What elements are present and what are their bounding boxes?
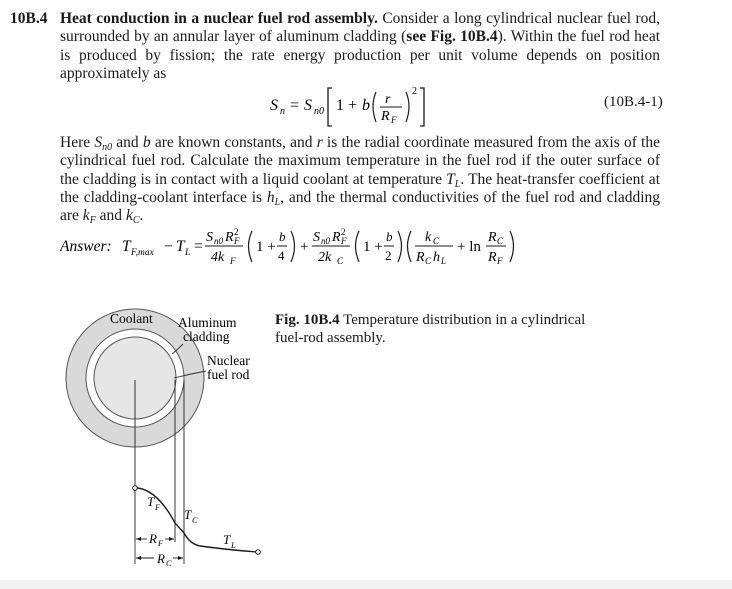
ans-t1-den-sub: F xyxy=(230,256,236,266)
eq-rhs-sub: n0 xyxy=(314,106,324,117)
p2-t5: . The heat-transfer coefficient at the cladding-coolant interface is xyxy=(60,170,660,206)
eq-lhs-var: S xyxy=(270,97,278,114)
ans-t2-den: 2k xyxy=(318,250,332,265)
label-rc: R xyxy=(157,551,165,566)
p1-text-a: Consider a long cylindrical nuclear fuel rod, surrounded by an annular layer of aluminum cladding ( xyxy=(60,10,660,46)
p2-kc: k xyxy=(125,207,133,225)
ans-t3-RF-sub: F xyxy=(497,256,503,266)
ans-t3-k-sub: C xyxy=(433,236,440,246)
ans-t3-h: h xyxy=(433,250,440,265)
ans-t1-rparen xyxy=(291,231,295,262)
ans-t1-S-sub: n0 xyxy=(214,236,223,246)
problem-paragraph-2 xyxy=(60,134,660,225)
ans-t2-R: R xyxy=(332,230,341,245)
eq-left-bracket xyxy=(328,88,332,126)
ans-t3-RF: R xyxy=(488,250,497,265)
profile-start-dot xyxy=(133,486,138,491)
ans-TL-sub: L xyxy=(185,248,191,258)
ans-equals: = xyxy=(194,238,203,255)
ans-t3-R-sub: C xyxy=(425,256,432,266)
p2-sn0-sub: n0 xyxy=(102,142,113,153)
ans-plus: + xyxy=(300,239,309,255)
p2-hl: h xyxy=(266,188,275,206)
label-tl-sub: L xyxy=(231,540,236,550)
label-tl: T xyxy=(223,532,231,547)
eq-lhs-sub: n xyxy=(280,106,285,117)
p2-hl-sub: L xyxy=(274,196,281,208)
ans-T: T xyxy=(122,238,131,255)
p2-b: b xyxy=(142,134,151,151)
p2-r: r xyxy=(316,134,323,151)
ans-t1-R: R xyxy=(225,230,234,245)
rf-arrow-right xyxy=(169,537,174,541)
ans-t1-S: S xyxy=(206,230,213,245)
figure-caption-text: Temperature distribution in a cylindrical fuel-rod assembly. xyxy=(275,312,586,346)
fuel-rod-diagram xyxy=(60,308,270,576)
eq-exponent: 2 xyxy=(412,86,417,97)
p2-sn0: S xyxy=(94,134,103,151)
rc-arrow-left xyxy=(136,556,141,560)
label-tc: T xyxy=(184,507,192,522)
p2-tl: T xyxy=(446,170,455,188)
eq-rhs-var: S xyxy=(304,97,312,114)
ans-t3-lparen xyxy=(408,231,412,262)
label-rf: R xyxy=(149,531,157,546)
rc-arrow-right xyxy=(178,556,183,560)
ans-t1-four: 4 xyxy=(278,248,285,263)
ans-t1-b: b xyxy=(279,229,286,244)
ans-t2-oneplus: 1 + xyxy=(363,239,383,255)
ans-t1-R-sub: F xyxy=(234,236,240,246)
problem-number: 10B.4 xyxy=(10,10,48,27)
eq-right-bracket xyxy=(420,88,424,126)
label-tf: T xyxy=(147,494,155,509)
p2-kf: k xyxy=(82,207,90,225)
label-rc-sub: C xyxy=(166,558,172,568)
p2-t4: is the radial coordinate measured from the axis of the cylindrical fuel rod. Calculate the maximum temperature in the fuel rod if the outer surface of the cladding is in contact with a liquid coolant at temperature xyxy=(60,134,660,188)
p1-figure-ref: Fig. 10B.4 xyxy=(430,28,498,46)
label-aluminum: Aluminum xyxy=(178,315,237,330)
ans-t3-rparen xyxy=(510,231,514,262)
ans-t2-rparen xyxy=(398,231,402,262)
label-tc-sub: C xyxy=(192,515,198,525)
eq-left-paren xyxy=(373,92,376,122)
ans-t1-oneplus: 1 + xyxy=(256,239,276,255)
ans-t2-two: 2 xyxy=(385,248,392,263)
problem-title: Heat conduction in a nuclear fuel rod assembly. xyxy=(60,10,378,27)
p2-t2: and xyxy=(112,134,143,151)
p2-t6: , and the thermal conductivities of the fuel rod and cladding are xyxy=(60,188,661,225)
ans-t3-h-sub: L xyxy=(441,256,447,266)
ans-t3-R: R xyxy=(416,250,425,265)
p2-t3: are known constants, and xyxy=(150,134,317,151)
ans-t1-sq: 2 xyxy=(234,227,239,237)
ans-t2-den-sub: C xyxy=(337,256,344,266)
eq-R-sub: F xyxy=(391,115,397,125)
label-rf-sub: F xyxy=(158,538,164,548)
eq-R: R xyxy=(381,109,390,124)
ans-t1-lparen xyxy=(249,231,253,262)
ans-t2-R-sub: F xyxy=(341,236,347,246)
ans-t2-S: S xyxy=(313,230,320,245)
ans-T-sub: F,max xyxy=(131,248,154,258)
eq-one-plus: 1 + xyxy=(336,97,358,114)
equation-number: (10B.4-1) xyxy=(604,94,663,110)
label-coolant: Coolant xyxy=(110,311,153,326)
p1-text-b: ). Within the fuel rod heat is produced by fission; the rate energy production per unit volume depends on position approximately as xyxy=(60,28,661,82)
ans-minus: − xyxy=(164,238,173,255)
label-cladding: cladding xyxy=(183,329,230,344)
p2-kc-sub: C xyxy=(132,215,140,227)
answer-equation xyxy=(60,225,530,269)
ans-t3-RC-sub: C xyxy=(497,236,504,246)
eq-right-paren xyxy=(406,92,409,122)
label-fuel-rod: fuel rod xyxy=(207,367,250,382)
ans-t2-sq: 2 xyxy=(341,227,346,237)
ans-t3-RC: R xyxy=(488,230,497,245)
problem-paragraph-1 xyxy=(60,10,660,83)
ans-t2-b: b xyxy=(386,229,393,244)
p1-see: see xyxy=(406,28,427,46)
ans-t3-k: k xyxy=(425,230,432,245)
answer-label: Answer: xyxy=(60,238,112,255)
ans-t3-ln: + ln xyxy=(457,239,481,255)
p2-t1: Here xyxy=(60,134,95,151)
figure-caption-label: Fig. 10B.4 xyxy=(275,312,340,328)
equation-10b4-1 xyxy=(270,84,470,132)
label-tf-sub: F xyxy=(155,502,161,512)
label-nuclear: Nuclear xyxy=(207,353,250,368)
ans-TL: T xyxy=(176,238,185,255)
p2-kf-sub: F xyxy=(89,215,96,227)
p2-t8: . xyxy=(139,207,144,225)
ans-t2-S-sub: n0 xyxy=(321,236,330,246)
p2-t7: and xyxy=(95,207,126,225)
eq-equals: = xyxy=(290,97,300,114)
p2-tl-sub: L xyxy=(454,178,461,190)
ans-t2-lparen xyxy=(356,231,360,262)
profile-end-dot xyxy=(256,550,261,555)
eq-b: b xyxy=(362,97,370,114)
figure-caption xyxy=(275,311,615,347)
ans-t1-den: 4k xyxy=(211,250,225,265)
rf-arrow-left xyxy=(136,537,141,541)
eq-r: r xyxy=(385,92,391,107)
bottom-strip xyxy=(0,580,732,589)
